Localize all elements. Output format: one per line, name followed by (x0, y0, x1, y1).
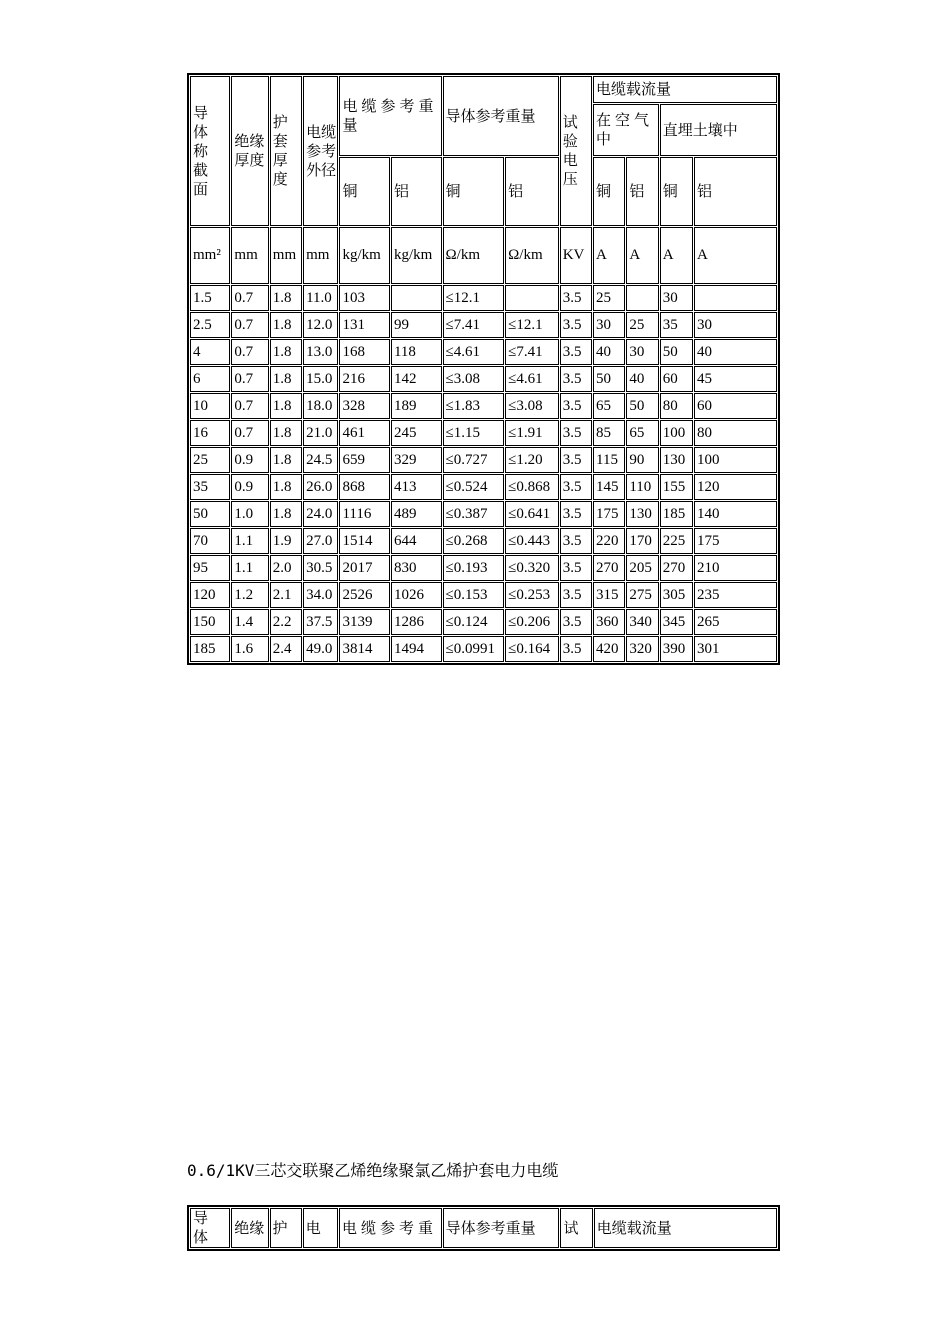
table-cell: 360 (593, 609, 625, 635)
table-cell: 1116 (339, 501, 390, 527)
table-cell: 390 (660, 636, 693, 662)
header-conductor-weight: 导体参考重量 (443, 1208, 560, 1248)
table-cell: 100 (660, 420, 693, 446)
table-cell: 50 (190, 501, 230, 527)
table-cell: 1.8 (270, 312, 302, 338)
table-cell: 37.5 (303, 609, 338, 635)
table-cell: ≤0.641 (505, 501, 559, 527)
table-cell: 11.0 (303, 285, 338, 311)
table-cell: ≤0.727 (443, 447, 505, 473)
table-cell: 130 (660, 447, 693, 473)
cable-spec-table-2 (187, 1205, 780, 1251)
table-cell: ≤0.0991 (443, 636, 505, 662)
table-cell: 85 (593, 420, 625, 446)
table-cell: 110 (626, 474, 658, 500)
table-cell: 659 (339, 447, 390, 473)
table-cell: 90 (626, 447, 658, 473)
table-cell: 320 (626, 636, 658, 662)
table-cell: 26.0 (303, 474, 338, 500)
table-cell: 130 (626, 501, 658, 527)
table-cell: 328 (339, 393, 390, 419)
table-cell: 25 (593, 285, 625, 311)
table-cell: 30 (593, 312, 625, 338)
table-cell: ≤0.320 (505, 555, 559, 581)
table-cell: 18.0 (303, 393, 338, 419)
table-cell: 2526 (339, 582, 390, 608)
cable-spec-table (187, 73, 780, 665)
table-cell: 270 (660, 555, 693, 581)
table-cell: 1026 (391, 582, 442, 608)
table-cell: 3.5 (560, 555, 592, 581)
table-cell: 210 (694, 555, 777, 581)
unit-cell: kg/km (391, 227, 442, 284)
table-cell: 120 (190, 582, 230, 608)
table-cell (391, 285, 442, 311)
table-cell: 13.0 (303, 339, 338, 365)
table-cell (505, 285, 559, 311)
header-aluminum: 铝 (694, 157, 777, 226)
table-cell: ≤0.253 (505, 582, 559, 608)
table-cell: ≤4.61 (443, 339, 505, 365)
table-cell: 0.7 (231, 312, 268, 338)
table-cell: 220 (593, 528, 625, 554)
table-cell: 3.5 (560, 447, 592, 473)
table-cell: 1.8 (270, 366, 302, 392)
table-cell: 115 (593, 447, 625, 473)
table-cell: ≤7.41 (443, 312, 505, 338)
table-cell: 168 (339, 339, 390, 365)
table-cell: 24.5 (303, 447, 338, 473)
table-cell: 95 (190, 555, 230, 581)
table-cell: ≤0.164 (505, 636, 559, 662)
table-cell: 70 (190, 528, 230, 554)
table-cell: 315 (593, 582, 625, 608)
units-row (190, 227, 777, 284)
header-sheath: 护 (270, 1208, 302, 1248)
table-cell: 100 (694, 447, 777, 473)
table-cell: 3.5 (560, 609, 592, 635)
header-sheath: 护套厚度 (270, 76, 302, 226)
header-copper: 铜 (443, 157, 505, 226)
table-cell: ≤0.387 (443, 501, 505, 527)
table-cell: 0.7 (231, 285, 268, 311)
table-cell: 1514 (339, 528, 390, 554)
table-cell: ≤7.41 (505, 339, 559, 365)
table-row (190, 501, 777, 527)
table-cell: 40 (626, 366, 658, 392)
header-section: 导体称截面 (190, 76, 230, 226)
table-cell: 3.5 (560, 474, 592, 500)
table-cell: ≤3.08 (443, 366, 505, 392)
table-cell: ≤0.868 (505, 474, 559, 500)
table-row (190, 636, 777, 662)
table-cell: 118 (391, 339, 442, 365)
table-cell: 1.1 (231, 528, 268, 554)
table-row (190, 312, 777, 338)
table-cell: 60 (660, 366, 693, 392)
table-cell: 2.5 (190, 312, 230, 338)
header-insulation: 绝缘厚度 (231, 76, 268, 226)
table-cell: 150 (190, 609, 230, 635)
table-cell: 3814 (339, 636, 390, 662)
header-aluminum: 铝 (626, 157, 658, 226)
unit-cell: KV (560, 227, 592, 284)
header-in-air: 在空气中 (593, 104, 659, 156)
table-cell: 30 (660, 285, 693, 311)
table-cell: 1.8 (270, 447, 302, 473)
table-row (190, 339, 777, 365)
table-row (190, 366, 777, 392)
table-cell: 34.0 (303, 582, 338, 608)
table-cell: 345 (660, 609, 693, 635)
table-cell: 142 (391, 366, 442, 392)
header-ampacity: 电缆载流量 (594, 1208, 777, 1248)
table-cell: 245 (391, 420, 442, 446)
table-cell: 1.5 (190, 285, 230, 311)
table-cell: 99 (391, 312, 442, 338)
table-cell: 80 (660, 393, 693, 419)
table-cell: 329 (391, 447, 442, 473)
table-cell: 3.5 (560, 420, 592, 446)
table-cell: 340 (626, 609, 658, 635)
table-row (190, 555, 777, 581)
table-cell: 301 (694, 636, 777, 662)
table-cell: ≤12.1 (443, 285, 505, 311)
table-cell: 2017 (339, 555, 390, 581)
table-cell: 1.8 (270, 285, 302, 311)
header-cable-weight: 电缆参考重 (339, 1208, 442, 1248)
table-cell: 830 (391, 555, 442, 581)
table-cell: 170 (626, 528, 658, 554)
table-cell: 216 (339, 366, 390, 392)
table-cell: 10 (190, 393, 230, 419)
table-cell: 140 (694, 501, 777, 527)
table-cell: 644 (391, 528, 442, 554)
header-section: 导体 (190, 1208, 230, 1248)
table-cell: 2.1 (270, 582, 302, 608)
table-cell: 35 (660, 312, 693, 338)
table-cell: 265 (694, 609, 777, 635)
table-cell: 2.4 (270, 636, 302, 662)
table-cell: 0.9 (231, 474, 268, 500)
header-aluminum: 铝 (391, 157, 442, 226)
table-cell: 1.2 (231, 582, 268, 608)
table-cell: 1.8 (270, 420, 302, 446)
unit-cell: mm (270, 227, 302, 284)
table-cell: 27.0 (303, 528, 338, 554)
table-cell: 0.7 (231, 366, 268, 392)
table-cell: 1.8 (270, 474, 302, 500)
header-outer-diameter: 电 (303, 1208, 338, 1248)
table-body (190, 285, 777, 662)
table-row (190, 393, 777, 419)
table-cell: 1.6 (231, 636, 268, 662)
table-cell: 65 (593, 393, 625, 419)
table-row (190, 474, 777, 500)
table-cell: 413 (391, 474, 442, 500)
header-cable-weight: 电缆参考重量 (339, 76, 441, 156)
table-row (190, 447, 777, 473)
table-cell: 45 (694, 366, 777, 392)
table-cell: 3.5 (560, 528, 592, 554)
table-cell: 4 (190, 339, 230, 365)
table-cell: ≤0.268 (443, 528, 505, 554)
table-cell: 0.9 (231, 447, 268, 473)
table-cell: 1.8 (270, 339, 302, 365)
table-cell: 189 (391, 393, 442, 419)
table-cell: 270 (593, 555, 625, 581)
unit-cell: A (626, 227, 658, 284)
unit-cell: mm (303, 227, 338, 284)
table-cell: 49.0 (303, 636, 338, 662)
table-cell: ≤4.61 (505, 366, 559, 392)
table-cell: 1286 (391, 609, 442, 635)
table-cell: 175 (694, 528, 777, 554)
unit-cell: kg/km (339, 227, 390, 284)
table-cell: 205 (626, 555, 658, 581)
table-cell: 12.0 (303, 312, 338, 338)
table-cell: 15.0 (303, 366, 338, 392)
table-cell: ≤3.08 (505, 393, 559, 419)
table-cell: 3.5 (560, 312, 592, 338)
table-cell: 65 (626, 420, 658, 446)
header-test-voltage: 试验电压 (560, 76, 592, 226)
table-cell: 1494 (391, 636, 442, 662)
table-cell: 3.5 (560, 636, 592, 662)
table-cell: ≤1.91 (505, 420, 559, 446)
table-row (190, 420, 777, 446)
table-cell (694, 285, 777, 311)
header-aluminum: 铝 (505, 157, 559, 226)
table-cell: 3.5 (560, 501, 592, 527)
table-cell: 80 (694, 420, 777, 446)
table-cell: 489 (391, 501, 442, 527)
unit-cell: A (694, 227, 777, 284)
table-cell: 461 (339, 420, 390, 446)
table-cell: 50 (660, 339, 693, 365)
table-cell: 16 (190, 420, 230, 446)
table-cell: 868 (339, 474, 390, 500)
table-cell: 3.5 (560, 393, 592, 419)
table-cell: 1.1 (231, 555, 268, 581)
table-cell: 1.8 (270, 501, 302, 527)
table-cell: 35 (190, 474, 230, 500)
unit-cell: A (593, 227, 625, 284)
table-row (190, 528, 777, 554)
table-cell: 60 (694, 393, 777, 419)
header-outer-diameter: 电缆参考外径 (303, 76, 338, 226)
table-cell: 1.4 (231, 609, 268, 635)
table-cell: 1.8 (270, 393, 302, 419)
table-cell: 25 (626, 312, 658, 338)
header-conductor-weight: 导体参考重量 (443, 76, 559, 156)
unit-cell: Ω/km (505, 227, 559, 284)
table-cell (626, 285, 658, 311)
table-cell: ≤0.153 (443, 582, 505, 608)
table-cell: 1.0 (231, 501, 268, 527)
table-cell: 0.7 (231, 393, 268, 419)
unit-cell: mm² (190, 227, 230, 284)
table-cell: 1.9 (270, 528, 302, 554)
table-cell: 120 (694, 474, 777, 500)
table-cell: 0.7 (231, 339, 268, 365)
table-cell: 3.5 (560, 582, 592, 608)
table-cell: 420 (593, 636, 625, 662)
unit-cell: mm (231, 227, 268, 284)
table-cell: 275 (626, 582, 658, 608)
table-cell: 305 (660, 582, 693, 608)
header-ampacity: 电缆载流量 (593, 76, 777, 103)
table-cell: ≤0.206 (505, 609, 559, 635)
header-insulation: 绝缘 (231, 1208, 268, 1248)
table-cell: 185 (190, 636, 230, 662)
table-cell: 235 (694, 582, 777, 608)
table-cell: 6 (190, 366, 230, 392)
header-test-voltage: 试 (560, 1208, 592, 1248)
table-cell: 3.5 (560, 366, 592, 392)
table-row (190, 285, 777, 311)
table-cell: 50 (593, 366, 625, 392)
table-row (190, 609, 777, 635)
table-cell: 145 (593, 474, 625, 500)
table-cell: 3.5 (560, 285, 592, 311)
table-cell: 175 (593, 501, 625, 527)
table-cell: ≤0.124 (443, 609, 505, 635)
table-cell: ≤0.443 (505, 528, 559, 554)
table-cell: 30.5 (303, 555, 338, 581)
table-cell: 3.5 (560, 339, 592, 365)
table-cell: 30 (694, 312, 777, 338)
table-cell: 50 (626, 393, 658, 419)
unit-cell: A (660, 227, 693, 284)
table-cell: 225 (660, 528, 693, 554)
header-copper: 铜 (660, 157, 693, 226)
table-row (190, 582, 777, 608)
table-cell: 21.0 (303, 420, 338, 446)
table-cell: ≤0.524 (443, 474, 505, 500)
table-cell: ≤0.193 (443, 555, 505, 581)
header-copper: 铜 (593, 157, 625, 226)
table-cell: 103 (339, 285, 390, 311)
table-cell: 40 (593, 339, 625, 365)
header-copper: 铜 (339, 157, 390, 226)
table-cell: 155 (660, 474, 693, 500)
table-cell: 24.0 (303, 501, 338, 527)
header-in-soil: 直埋土壤中 (660, 104, 777, 156)
table-cell: ≤1.20 (505, 447, 559, 473)
table-cell: ≤12.1 (505, 312, 559, 338)
table-caption: 0.6/1KV三芯交联聚乙烯绝缘聚氯乙烯护套电力电缆 (187, 1161, 559, 1180)
table-cell: 185 (660, 501, 693, 527)
table-cell: 30 (626, 339, 658, 365)
table-cell: 40 (694, 339, 777, 365)
table-cell: 131 (339, 312, 390, 338)
table-cell: 2.2 (270, 609, 302, 635)
table-cell: ≤1.15 (443, 420, 505, 446)
table-cell: 25 (190, 447, 230, 473)
table-cell: 0.7 (231, 420, 268, 446)
table-cell: ≤1.83 (443, 393, 505, 419)
table-cell: 3139 (339, 609, 390, 635)
table-cell: 2.0 (270, 555, 302, 581)
unit-cell: Ω/km (443, 227, 505, 284)
